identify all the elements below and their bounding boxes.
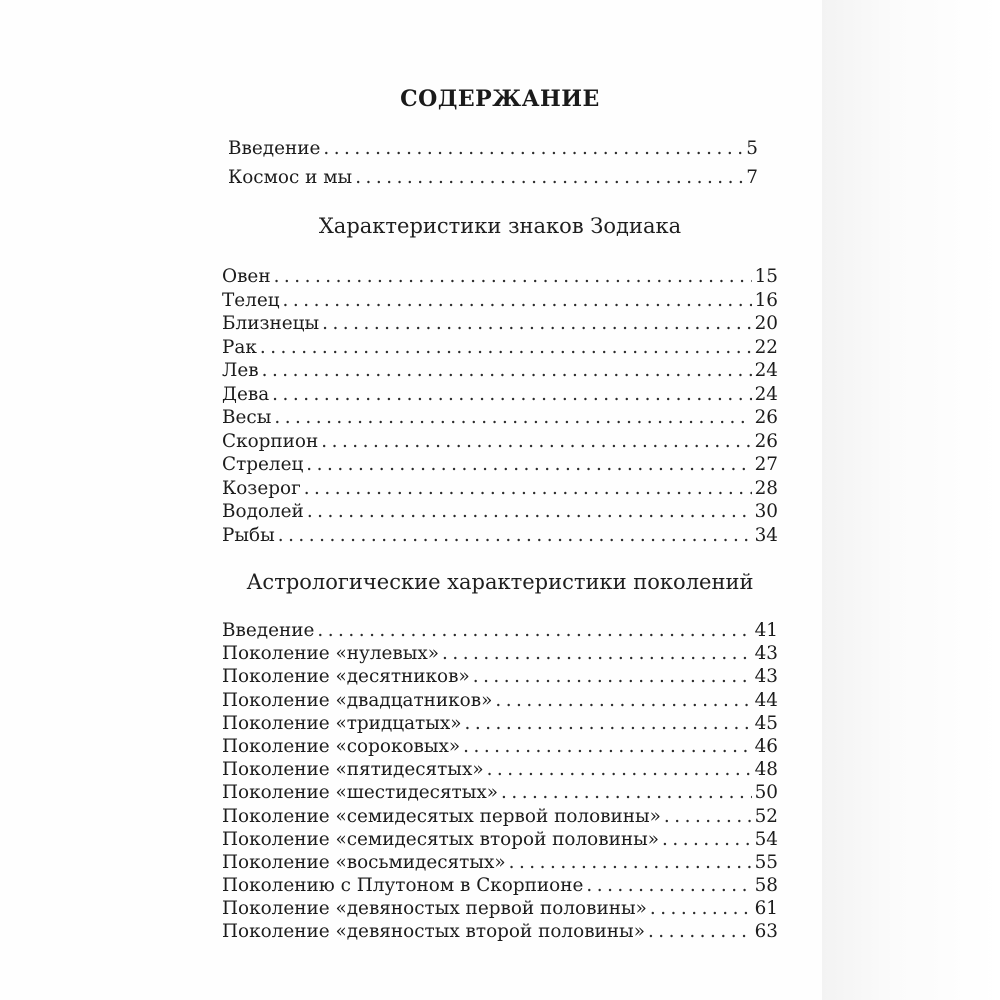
- toc-entry-label: Близнецы: [222, 313, 320, 334]
- toc-entry: [222, 477, 778, 504]
- toc-entry: [228, 169, 758, 198]
- toc-entry: [222, 268, 778, 292]
- toc-entry: [222, 336, 778, 363]
- toc-entry-label: Поколение «восьмидесятых»: [222, 851, 506, 873]
- toc-entry: [222, 828, 778, 854]
- toc-dot-leader: [463, 738, 751, 756]
- toc-entry: [222, 712, 778, 738]
- toc-entry-label: Рак: [222, 336, 257, 358]
- toc-dot-leader: [473, 668, 752, 686]
- toc-entry-label: Водолей: [222, 501, 304, 522]
- toc-entry: [222, 409, 778, 433]
- toc-dot-leader: [262, 362, 752, 380]
- toc-dot-leader: [442, 645, 752, 663]
- toc-entry-label: Телец: [222, 289, 280, 311]
- toc-entry-page-number: 43: [754, 666, 778, 688]
- toc-entry-page-number: 48: [754, 759, 778, 781]
- toc-entry-label: Поколение «девяностых второй половины»: [222, 921, 645, 943]
- toc-dot-leader: [304, 480, 752, 498]
- toc-dot-leader: [662, 831, 752, 849]
- toc-dot-leader: [648, 923, 752, 941]
- toc-entry-label: Поколение «тридцатых»: [222, 712, 462, 734]
- toc-entry-label: Скорпион: [222, 430, 319, 452]
- toc-entry: [222, 851, 778, 877]
- toc-entry-label: Введение: [228, 138, 321, 159]
- toc-entry-page-number: 58: [754, 875, 778, 897]
- toc-dot-leader: [274, 268, 752, 286]
- toc-entry-page-number: 24: [754, 383, 778, 405]
- toc-entry-label: Овен: [222, 266, 271, 287]
- toc-entry-label: Весы: [222, 407, 272, 428]
- toc-entry-label: Введение: [222, 620, 315, 641]
- toc-entry: [222, 503, 778, 527]
- toc-entry-label: Космос и мы: [228, 167, 353, 188]
- toc-entry-label: Стрелец: [222, 454, 304, 475]
- toc-entry-page-number: 15: [754, 266, 778, 287]
- toc-entry: [222, 362, 778, 386]
- toc-entry: [222, 805, 778, 831]
- toc-entry-page-number: 50: [754, 782, 778, 804]
- toc-entry-label: Поколение «нулевых»: [222, 643, 439, 665]
- toc-dot-leader: [487, 761, 752, 779]
- toc-entry-label: Поколение «девяностых первой половины»: [222, 898, 647, 920]
- toc-entry-page-number: 34: [754, 524, 778, 546]
- toc-entry-page-number: 61: [754, 898, 778, 920]
- toc-dot-leader: [495, 692, 751, 710]
- toc-dot-leader: [664, 808, 752, 826]
- toc-entry-page-number: 28: [754, 477, 778, 499]
- toc-entry-label: Поколение «десятников»: [222, 666, 470, 688]
- toc-dot-leader: [323, 140, 743, 158]
- toc-entry-page-number: 54: [754, 828, 778, 850]
- toc-dot-leader: [509, 854, 752, 872]
- toc-entry: [222, 877, 778, 900]
- toc-dot-leader: [465, 715, 752, 733]
- toc-entry: [222, 668, 778, 691]
- toc-entry: [222, 430, 778, 457]
- toc-entry-page-number: 27: [754, 454, 778, 475]
- toc-dot-leader: [260, 339, 752, 357]
- toc-entry-page-number: 52: [754, 805, 778, 827]
- toc-entry: [222, 689, 778, 715]
- toc-entry-page-number: 43: [754, 643, 778, 665]
- toc-dot-leader: [307, 503, 752, 521]
- toc-entry: [222, 784, 778, 807]
- toc-entry-label: Козерог: [222, 477, 301, 499]
- toc-generations-list: [222, 622, 778, 947]
- page-edge-shadow: [822, 0, 1000, 1000]
- toc-intro-list: [228, 140, 758, 198]
- toc-entry-page-number: 45: [754, 712, 778, 734]
- toc-entry: [222, 923, 778, 946]
- toc-entry: [222, 761, 778, 784]
- toc-entry-label: Поколению с Плутоном в Скорпионе: [222, 875, 584, 897]
- toc-entry-page-number: 44: [754, 689, 778, 711]
- toc-dot-leader: [321, 433, 751, 451]
- toc-dot-leader: [586, 877, 751, 895]
- toc-entry-label: Рыбы: [222, 524, 275, 546]
- toc-entry-page-number: 55: [754, 851, 778, 873]
- toc-dot-leader: [306, 456, 751, 474]
- toc-entry: [222, 622, 778, 645]
- section-heading-generations: Астрологические характеристики поколений: [246, 570, 754, 594]
- toc-entry-label: Поколение «семидесятых первой половины»: [222, 805, 661, 827]
- toc-dot-leader: [650, 900, 752, 918]
- toc-dot-leader: [317, 622, 751, 640]
- toc-dot-leader: [283, 292, 752, 310]
- toc-entry: [222, 315, 778, 339]
- toc-dot-leader: [272, 386, 751, 404]
- toc-entry-page-number: 63: [754, 921, 778, 943]
- toc-entry-page-number: 16: [754, 289, 778, 311]
- toc-dot-leader: [355, 169, 743, 187]
- toc-dot-leader: [278, 527, 752, 545]
- toc-entry: [228, 140, 758, 169]
- toc-entry-label: Поколение «пятидесятых»: [222, 759, 484, 781]
- toc-entry: [222, 383, 778, 410]
- toc-entry-label: Поколение «двадцатников»: [222, 689, 493, 711]
- toc-entry-label: Поколение «семидесятых второй половины»: [222, 828, 660, 850]
- toc-entry: [222, 900, 778, 923]
- toc-entry: [222, 289, 778, 316]
- toc-entry-page-number: 41: [754, 620, 778, 641]
- toc-entry-page-number: 46: [754, 735, 778, 757]
- toc-entry-page-number: 24: [754, 360, 778, 381]
- toc-entry-label: Лев: [222, 360, 259, 381]
- toc-entry: [222, 456, 778, 480]
- toc-entry: [222, 524, 778, 551]
- toc-entry-page-number: 26: [754, 430, 778, 452]
- toc-entry-label: Поколение «сороковых»: [222, 735, 461, 757]
- toc-dot-leader: [274, 409, 751, 427]
- toc-entry-page-number: 30: [754, 501, 778, 522]
- toc-entry-label: Поколение «шестидесятых»: [222, 782, 498, 804]
- toc-entry-page-number: 22: [754, 336, 778, 358]
- page-title: СОДЕРЖАНИЕ: [400, 86, 600, 112]
- toc-entry-page-number: 26: [754, 407, 778, 428]
- section-heading-zodiac: Характеристики знаков Зодиака: [318, 214, 682, 238]
- toc-entry-page-number: 5: [746, 138, 758, 159]
- toc-entry-label: Дева: [222, 383, 270, 405]
- toc-entry-page-number: 20: [754, 313, 778, 334]
- toc-dot-leader: [501, 784, 752, 802]
- toc-entry-page-number: 7: [746, 167, 758, 188]
- toc-zodiac-list: [222, 268, 778, 550]
- toc-entry: [222, 735, 778, 761]
- toc-dot-leader: [322, 315, 752, 333]
- toc-entry: [222, 645, 778, 668]
